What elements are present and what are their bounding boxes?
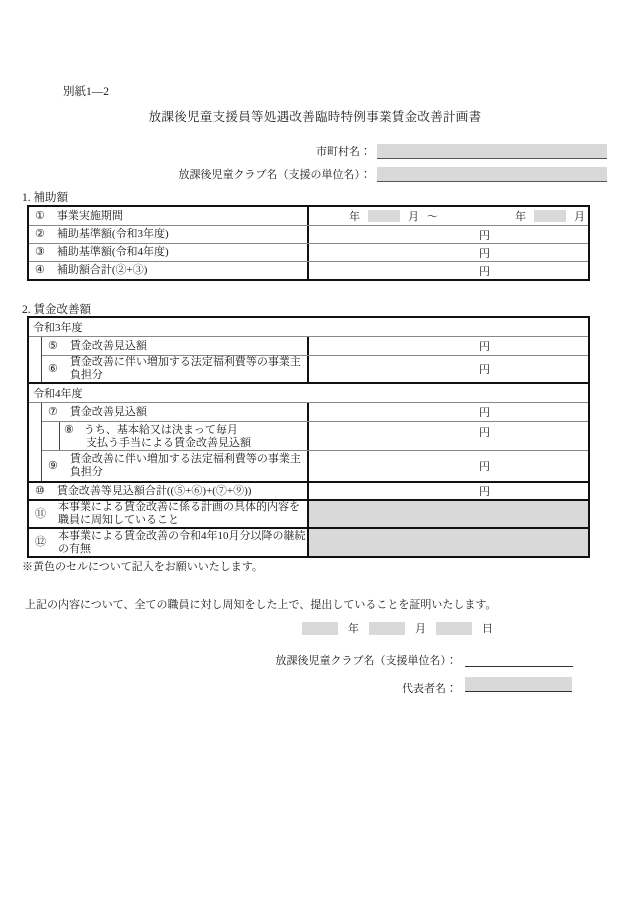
municipality-label: 市町村名： xyxy=(316,146,371,158)
representative-label: 代表者名： xyxy=(402,683,457,695)
row-label-cell xyxy=(42,337,307,355)
table-row-1 xyxy=(29,207,588,225)
row-label-cell xyxy=(29,244,307,261)
unit-label: 円 xyxy=(479,364,490,376)
unit-label: 円 xyxy=(479,341,490,353)
year-label: 年 xyxy=(515,211,526,223)
wage-improvement-table xyxy=(27,316,590,558)
row-label-cell xyxy=(29,207,307,225)
table-row-2 xyxy=(29,225,588,243)
unit-label: 円 xyxy=(479,486,490,498)
unit-label: 円 xyxy=(479,247,490,260)
year-label: 年 xyxy=(349,211,360,223)
cert-month-input[interactable] xyxy=(369,622,405,635)
day-label: 日 xyxy=(482,623,493,635)
row-number: ② xyxy=(35,228,45,240)
table-row-7 xyxy=(42,403,588,421)
cert-club-name-label: 放課後児童クラブ名（支援単位名）： xyxy=(275,655,457,667)
subsidy-table xyxy=(27,205,590,281)
indent-spacer-nested xyxy=(42,422,60,450)
row-number: ⑨ xyxy=(48,459,58,472)
amount-cell[interactable] xyxy=(307,403,588,421)
continuation-input-cell[interactable] xyxy=(307,529,588,556)
row-label-cell xyxy=(42,403,307,421)
row-label: 補助額合計(②+③) xyxy=(56,264,148,276)
amount-cell[interactable] xyxy=(307,451,588,481)
unit-label: 円 xyxy=(479,407,490,419)
row-number: ⑫ xyxy=(35,536,46,548)
row-label-line2: 支払う手当による賃金改善見込額 xyxy=(86,437,251,449)
table-row-10 xyxy=(29,481,588,499)
amount-cell[interactable] xyxy=(307,337,588,355)
row-label: 賃金改善見込額 xyxy=(69,339,147,352)
unit-label: 円 xyxy=(479,461,490,473)
attachment-label: 別紙1―2 xyxy=(63,86,109,98)
fiscal-r4-group xyxy=(29,382,588,481)
row-label: 本事業による賃金改善に係る計画の具体的内容を職員に周知していること xyxy=(58,501,300,526)
indent-spacer xyxy=(29,403,42,481)
table-row-4 xyxy=(29,261,588,279)
page-title: 放課後児童支援員等処遇改善臨時特例事業賃金改善計画書 xyxy=(148,110,482,124)
table-row-6 xyxy=(42,355,588,382)
yellow-cell-note: ※黄色のセルについて記入をお願いいたします。 xyxy=(22,561,263,573)
row-label-cell xyxy=(42,356,307,382)
club-name-input[interactable] xyxy=(377,167,607,182)
row-label-cell xyxy=(29,483,307,499)
certification-date-row xyxy=(302,620,493,636)
municipality-field-row xyxy=(0,143,607,159)
municipality-input[interactable] xyxy=(377,144,607,159)
row-label: 本事業による賃金改善の令和4年10月分以降の継続の有無 xyxy=(58,529,306,555)
representative-input[interactable] xyxy=(465,677,572,692)
unit-label: 円 xyxy=(479,427,490,439)
row-number: ① xyxy=(35,209,45,222)
amount-cell[interactable] xyxy=(307,483,588,499)
fiscal-r3-group xyxy=(29,318,588,382)
amount-cell[interactable] xyxy=(307,356,588,382)
row-label-cell xyxy=(42,451,307,481)
row-number: ⑦ xyxy=(48,405,58,418)
table-row-8 xyxy=(42,421,588,450)
end-year-input[interactable] xyxy=(534,210,566,222)
cert-day-input[interactable] xyxy=(436,622,472,635)
month-label: 月 xyxy=(574,211,585,223)
tilde-separator: ～ xyxy=(427,211,438,223)
row-label-cell xyxy=(29,501,307,527)
unit-label: 円 xyxy=(479,265,490,278)
row-label: 事業実施期間 xyxy=(56,209,123,222)
cert-year-input[interactable] xyxy=(302,622,338,635)
amount-cell[interactable] xyxy=(307,226,588,243)
row-number: ⑧ xyxy=(64,424,74,436)
row-label: 補助基準額(令和4年度) xyxy=(56,246,169,258)
row-label: 賃金改善に伴い増加する法定福利費等の事業主負担分 xyxy=(69,356,301,381)
table-row-5 xyxy=(42,337,588,355)
row-number: ⑤ xyxy=(48,339,58,352)
month-label: 月 xyxy=(415,623,426,635)
table-row-11 xyxy=(29,499,588,527)
row-label-cell xyxy=(29,529,307,556)
month-label: 月 xyxy=(408,211,419,223)
year-label: 年 xyxy=(348,623,359,635)
row-number: ⑥ xyxy=(48,362,58,375)
fiscal-year-r3-header: 令和3年度 xyxy=(33,322,83,334)
unit-label: 円 xyxy=(479,229,490,242)
section1-heading: 1. 補助額 xyxy=(22,192,68,204)
fiscal-year-r4-header: 令和4年度 xyxy=(33,388,83,400)
row-label-cell xyxy=(60,422,307,450)
table-row-9 xyxy=(42,450,588,481)
row-number: ⑪ xyxy=(35,507,46,520)
row-number: ④ xyxy=(35,264,45,276)
row-label-line1: うち、基本給又は決まって毎月 xyxy=(83,424,238,436)
row-number: ③ xyxy=(35,246,45,258)
r4-subgroup xyxy=(29,402,588,481)
table-row-12 xyxy=(29,527,588,556)
cert-club-name-input-line[interactable] xyxy=(465,666,573,667)
table-row-3 xyxy=(29,243,588,261)
amount-cell[interactable] xyxy=(307,244,588,261)
section2-heading: 2. 賃金改善額 xyxy=(22,304,91,316)
amount-cell[interactable] xyxy=(307,262,588,279)
r3-subgroup xyxy=(29,336,588,382)
notification-input-cell[interactable] xyxy=(307,501,588,527)
club-name-field-row xyxy=(0,166,607,182)
row-label-cell xyxy=(29,226,307,243)
row-number: ⑩ xyxy=(35,484,45,497)
row-label: 補助基準額(令和3年度) xyxy=(56,228,169,240)
amount-cell[interactable] xyxy=(307,422,588,450)
certification-statement: 上記の内容について、全ての職員に対し周知をした上で、提出していることを証明いたします。 xyxy=(25,599,497,611)
club-name-label: 放課後児童クラブ名（支援の単位名）： xyxy=(178,169,371,181)
row-label: 賃金改善等見込額合計((⑤+⑥)+(⑦+⑨)) xyxy=(56,484,252,497)
row-label: 賃金改善見込額 xyxy=(69,405,147,418)
row-label: 賃金改善に伴い増加する法定福利費等の事業主負担分 xyxy=(69,453,301,478)
row-label-cell xyxy=(29,262,307,279)
start-year-input[interactable] xyxy=(368,210,400,222)
period-cell xyxy=(307,207,588,225)
indent-spacer xyxy=(29,337,42,382)
